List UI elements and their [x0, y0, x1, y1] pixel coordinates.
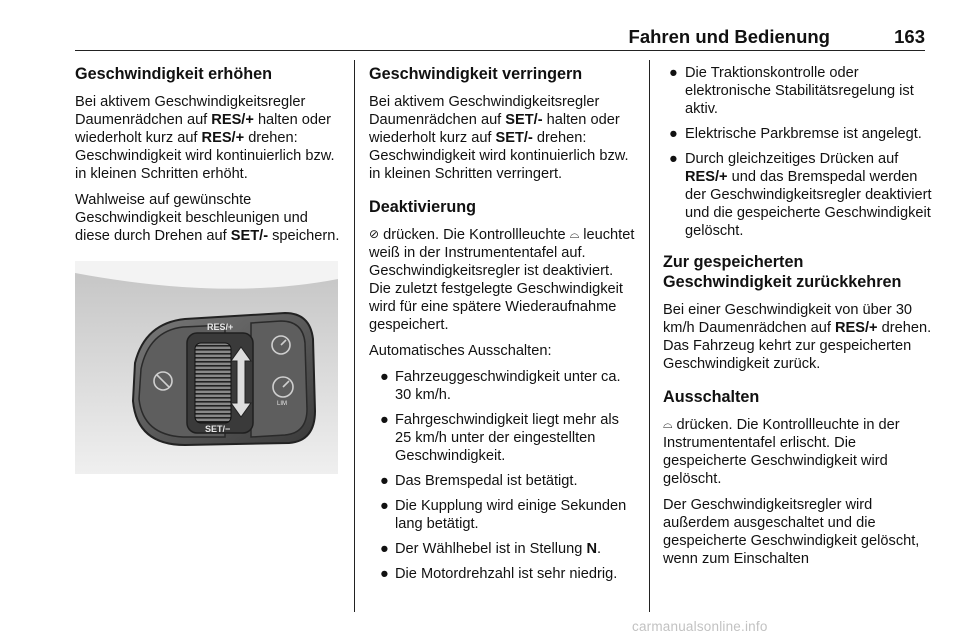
- list-item: ● Durch gleichzeitiges Drücken auf RES/+ und das Bremspedal werden der Geschwindigkeitsregler deaktiviert und die gespeicherte Geschwindigkeit gelöscht.: [669, 151, 932, 239]
- column-divider-2: [649, 60, 650, 612]
- list-item: ● Die Traktionskontrolle oder elektronische Stabilitätsregelung ist aktiv.: [669, 65, 914, 117]
- steering-wheel-controls-figure: [75, 261, 338, 474]
- list-item: ● Die Kupplung wird einige Sekunden lang betätigt.: [380, 498, 627, 532]
- heading-switch-off: Ausschalten: [663, 388, 760, 406]
- cruise-off-icon: ⊘: [369, 227, 380, 241]
- paragraph-return: Bei einer Geschwindigkeit von über 30 km/h Daumenrädchen auf RES/+ drehen. Das Fahrzeug kehrt zur gespeicherten Geschwindigkeit zurück.: [663, 302, 932, 372]
- auto-off-list-continued: [663, 64, 933, 240]
- paragraph-switch-off-2: Der Geschwindigkeitsregler wird außerdem ausgeschaltet und die gespeicherte Geschwindigkeit gelöscht, wenn zum Einschalten: [663, 497, 920, 567]
- paragraph-auto-off: Automatisches Ausschalten:: [369, 343, 552, 359]
- column-2: [369, 64, 639, 591]
- list-item: ● Die Motordrehzahl ist sehr niedrig.: [380, 566, 618, 582]
- list-item: ● Fahrzeuggeschwindigkeit unter ca. 30 km/h.: [380, 369, 621, 403]
- column-3: [663, 64, 933, 576]
- paragraph-deactivation: ⊘ drücken. Die Kontrollleuchte ⌓ leuchtet weiß in der Instrumententafel auf. Geschwindigkeitsregler ist deaktiviert. Die zuletzt festgelegte Geschwindigkeit wird für eine spätere Wiederaufnahme gespeichert.: [369, 227, 635, 333]
- list-item: ● Das Bremspedal ist betätigt.: [380, 473, 578, 489]
- chapter-title: Fahren und Bedienung: [628, 26, 830, 47]
- label-res: RES/+: [207, 322, 234, 332]
- paragraph-decrease: Bei aktivem Geschwindigkeitsregler Daumenrädchen auf SET/- halten oder wiederholt kurz auf SET/- drehen: Geschwindigkeit wird kontinuierlich bzw. in kleinen Schritten verringert.: [369, 94, 629, 182]
- heading-return-to-speed: Zur gespeicherten Geschwindigkeit zurückkehren: [663, 253, 902, 291]
- paragraph-increase: Bei aktivem Geschwindigkeitsregler Daumenrädchen auf RES/+ halten oder wiederholt kurz auf RES/+ drehen: Geschwindigkeit wird kontinuierlich bzw. in kleinen Schritten erhöht.: [75, 94, 335, 182]
- watermark: carmanualsonline.info: [632, 619, 768, 634]
- page-header: [75, 24, 925, 51]
- auto-off-list: [369, 368, 639, 583]
- list-item: ● Fahrgeschwindigkeit liegt mehr als 25 km/h unter der eingestellten Geschwindigkeit.: [380, 412, 619, 464]
- heading-deactivation: Deaktivierung: [369, 198, 477, 216]
- heading-speed-increase: Geschwindigkeit erhöhen: [75, 65, 272, 83]
- cruise-control-indicator-icon: ⌓: [663, 417, 673, 431]
- heading-speed-decrease: Geschwindigkeit verringern: [369, 65, 583, 83]
- column-1: [75, 64, 343, 474]
- cruise-control-indicator-icon: ⌓: [569, 227, 580, 241]
- page-number: 163: [894, 26, 925, 47]
- label-lim: LIM: [277, 401, 288, 407]
- label-set: SET/−: [205, 424, 231, 434]
- list-item: ● Elektrische Parkbremse ist angelegt.: [669, 126, 922, 142]
- paragraph-switch-off: ⌓ drücken. Die Kontrollleuchte in der Instrumententafel erlischt. Die gespeicherte Geschwindigkeit wird gelöscht.: [663, 417, 900, 487]
- column-divider-1: [354, 60, 355, 612]
- list-item: ● Der Wählhebel ist in Stellung N.: [380, 541, 602, 557]
- paragraph-set-speed: Wahlweise auf gewünschte Geschwindigkeit beschleunigen und diese durch Drehen auf SET/- speichern.: [75, 192, 340, 244]
